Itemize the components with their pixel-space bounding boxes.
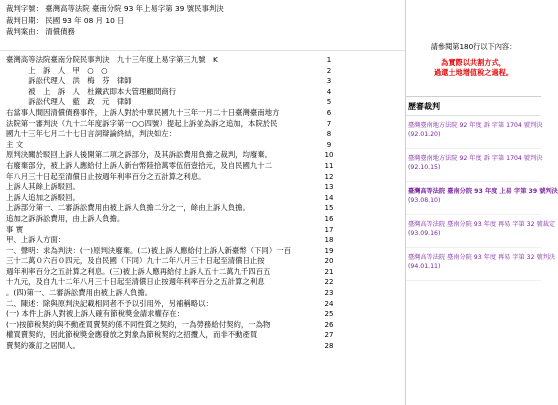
line-number: 5 bbox=[326, 98, 332, 107]
line-text: 被 上 訴 人 杜鐵武即本大管理顧問商行 bbox=[6, 86, 176, 96]
judgment-line bbox=[6, 203, 405, 214]
line-number: 16 bbox=[324, 214, 334, 223]
line-number: 24 bbox=[324, 299, 334, 308]
line-number: 20 bbox=[324, 257, 334, 266]
line-text: (一) 本件上訴人對被上訴人確有節稅獎金請求權存在： bbox=[6, 309, 185, 319]
judgment-line bbox=[6, 182, 405, 193]
line-number: 22 bbox=[324, 278, 334, 287]
line-number: 10 bbox=[324, 151, 334, 160]
line-text: 上訴人其餘上訴駁回。 bbox=[6, 182, 80, 192]
line-text: 國九十三年七月二十七日言詞辯論終結，判決如左： bbox=[6, 129, 176, 139]
line-number: 25 bbox=[324, 310, 334, 319]
highlight-line[interactable]: 過還土地增值稅之過程。 bbox=[433, 68, 514, 77]
case-title[interactable]: 臺灣臺南地方法院 92 年度 訴 字第 1704 號判決 bbox=[408, 155, 543, 162]
line-number: 28 bbox=[324, 342, 334, 351]
history-case-link[interactable] bbox=[406, 248, 556, 281]
line-number: 21 bbox=[324, 267, 334, 276]
line-text: 右廢棄部分，被上訴人應給付上訴人新台幣陸拾萬零伍佰壹拾元，及自民國九十二 bbox=[6, 160, 273, 170]
case-date: (92.01.20) bbox=[408, 131, 441, 138]
highlight-text[interactable] bbox=[406, 58, 541, 78]
line-text: 一、聲明：求為判決：(一)原判決廢棄。(二)被上訴人應給付上訴人新臺幣（下同）一百 bbox=[6, 245, 291, 255]
history-case-link[interactable] bbox=[406, 149, 541, 182]
judgment-line bbox=[6, 246, 405, 257]
line-number: 26 bbox=[324, 320, 334, 329]
history-case-link[interactable] bbox=[406, 182, 558, 215]
judgment-line bbox=[6, 140, 405, 151]
line-text: 法院第一審判決（九十二年度訴字第一○○四號）提起上訴並為訴之追加，本院於民 bbox=[6, 118, 278, 128]
case-number: 裁判字號： 臺灣高等法院 臺南分院 93 年上易字第 39 號民事判決 bbox=[6, 4, 224, 13]
judgment-line bbox=[6, 225, 405, 236]
line-text: 臺灣高等法院臺南分院民事判決 九十三年度上易字第三九號 K bbox=[6, 55, 218, 64]
line-text: 原判決關於駁回上訴人後開第二項之訴部分，及其訴訟費用負擔之裁判，均廢棄。 bbox=[6, 150, 273, 160]
judgment-line bbox=[6, 330, 405, 341]
line-text: 十九元，及自九十二年八月三十日起至清償日止按週年利率百分之五計算之利息 bbox=[6, 277, 265, 287]
judgment-line bbox=[6, 129, 405, 140]
judgment-line bbox=[6, 55, 405, 66]
line-number: 6 bbox=[326, 108, 332, 117]
line-number: 15 bbox=[324, 204, 334, 213]
line-number: 12 bbox=[324, 172, 334, 181]
case-title[interactable]: 臺灣高等法院 臺南分院 93 年度 再易 字第 32 號裁定 bbox=[408, 221, 556, 228]
download-box bbox=[406, 0, 541, 97]
line-text: 上訴部分第一、二審訴訟費用由被上訴人負擔二分之一，餘由上訴人負擔。 bbox=[6, 203, 250, 213]
judgment-line bbox=[6, 66, 405, 77]
line-number: 1 bbox=[326, 56, 332, 64]
line-number: 18 bbox=[324, 236, 334, 245]
judgment-line bbox=[6, 76, 405, 87]
line-text: 事 實 bbox=[6, 224, 24, 234]
line-text: 三十二萬０六百０四元，及自民國（下同）九十二年八月三十日起至清償日止按 bbox=[6, 256, 265, 266]
line-number: 3 bbox=[326, 77, 332, 86]
line-text: 上訴人追加之訴駁回。 bbox=[6, 192, 80, 202]
judgment-date: 裁判日期： 民國 93 年 08 月 10 日 bbox=[6, 15, 125, 25]
judgment-line bbox=[6, 299, 405, 310]
history-case-link[interactable] bbox=[406, 116, 541, 149]
line-number: 23 bbox=[324, 289, 334, 298]
case-date: (92.10.15) bbox=[408, 164, 441, 171]
judgment-line bbox=[6, 172, 405, 183]
judgment-line bbox=[6, 288, 405, 299]
case-date: (94.01.11) bbox=[408, 263, 441, 270]
judgment-line bbox=[6, 309, 405, 320]
line-number: 11 bbox=[324, 161, 334, 170]
case-date: (93.08.10) bbox=[408, 197, 441, 204]
line-number: 13 bbox=[324, 183, 334, 192]
line-number: 2 bbox=[326, 66, 332, 75]
case-title[interactable]: 臺灣高等法院 臺南分院 93 年度 再易 字第 32 號判決 bbox=[408, 254, 556, 261]
line-text: 訴訟代理人 洪 梅 芬 律師 bbox=[6, 76, 132, 86]
judgment-header bbox=[0, 0, 405, 51]
line-text: 右當事人間因清償債務事件，上訴人對於中華民國九十三年一月二十日臺灣臺南地方 bbox=[6, 107, 280, 117]
judgment-cause: 裁判案由： 清償債務 bbox=[6, 27, 75, 37]
line-text: 賣契約簽訂之居間人。 bbox=[6, 341, 80, 351]
history-case-link[interactable] bbox=[406, 215, 556, 248]
line-text: 權買賣契約，因此節稅獎金應發放之對象為節稅契約之招攬人，而非不動產買 bbox=[6, 330, 258, 340]
highlight-line[interactable]: 為實際以共割方式， bbox=[441, 58, 506, 67]
line-text: 週年利率百分之五計算之利息。(三)被上訴人應再給付上訴人五十二萬九千四百五 bbox=[6, 266, 271, 276]
download-label: 請參閱第180行以下內容： bbox=[430, 42, 517, 51]
history-section-title: 歷審裁判 bbox=[406, 97, 541, 116]
line-text: 年八月三十日起至清償日止按週年利率百分之五計算之利息。 bbox=[6, 171, 206, 181]
judgment-line bbox=[6, 277, 405, 288]
sidebar bbox=[405, 0, 558, 405]
judgment-text bbox=[0, 55, 405, 352]
judgment-line bbox=[6, 214, 405, 225]
judgment-line bbox=[6, 235, 405, 246]
line-text: 甲、上訴人方面： bbox=[6, 235, 66, 245]
line-text: 訴訟代理人 藍 政 元 律師 bbox=[6, 97, 132, 107]
line-number: 7 bbox=[326, 119, 332, 128]
judgment-line bbox=[6, 108, 405, 119]
line-number: 8 bbox=[326, 130, 332, 139]
line-text: 。(四)第一、二審訴訟費用由被上訴人負擔。 bbox=[6, 288, 153, 298]
judgment-line bbox=[6, 119, 405, 130]
line-number: 4 bbox=[326, 87, 332, 96]
line-number: 27 bbox=[324, 331, 334, 340]
line-number: 17 bbox=[324, 225, 334, 234]
judgment-line bbox=[6, 320, 405, 331]
case-title[interactable]: 臺灣高等法院 臺南分院 93 年度 上易 字第 39 號判決 bbox=[408, 188, 558, 195]
case-title[interactable]: 臺灣臺南地方法院 92 年度 訴 字第 1704 號判決 bbox=[408, 122, 543, 129]
line-text: 主 文 bbox=[6, 139, 24, 149]
line-number: 19 bbox=[324, 246, 334, 255]
line-text: 追加之訴訴訟費用，由上訴人負擔。 bbox=[6, 213, 125, 223]
line-number: 9 bbox=[326, 140, 332, 149]
judgment-line bbox=[6, 256, 405, 267]
judgment-line bbox=[6, 341, 405, 352]
line-text: 二、陳述：除與原判決記載相同者不予以引用外，另補稱略以： bbox=[6, 298, 213, 308]
judgment-line bbox=[6, 150, 405, 161]
judgment-line bbox=[6, 267, 405, 278]
judgment-line bbox=[6, 193, 405, 204]
line-number: 14 bbox=[324, 193, 334, 202]
judgment-line bbox=[6, 87, 405, 98]
line-text: 上 訴 人 甲 ○ ○ bbox=[6, 65, 108, 75]
judgment-line bbox=[6, 161, 405, 172]
history-list bbox=[406, 116, 558, 281]
line-text: (一)按節稅契約與不動產買賣契約係不同性質之契約，一為勞務給付契約，一為物 bbox=[6, 319, 271, 329]
case-date: (93.09.16) bbox=[408, 230, 441, 237]
judgment-line bbox=[6, 97, 405, 108]
